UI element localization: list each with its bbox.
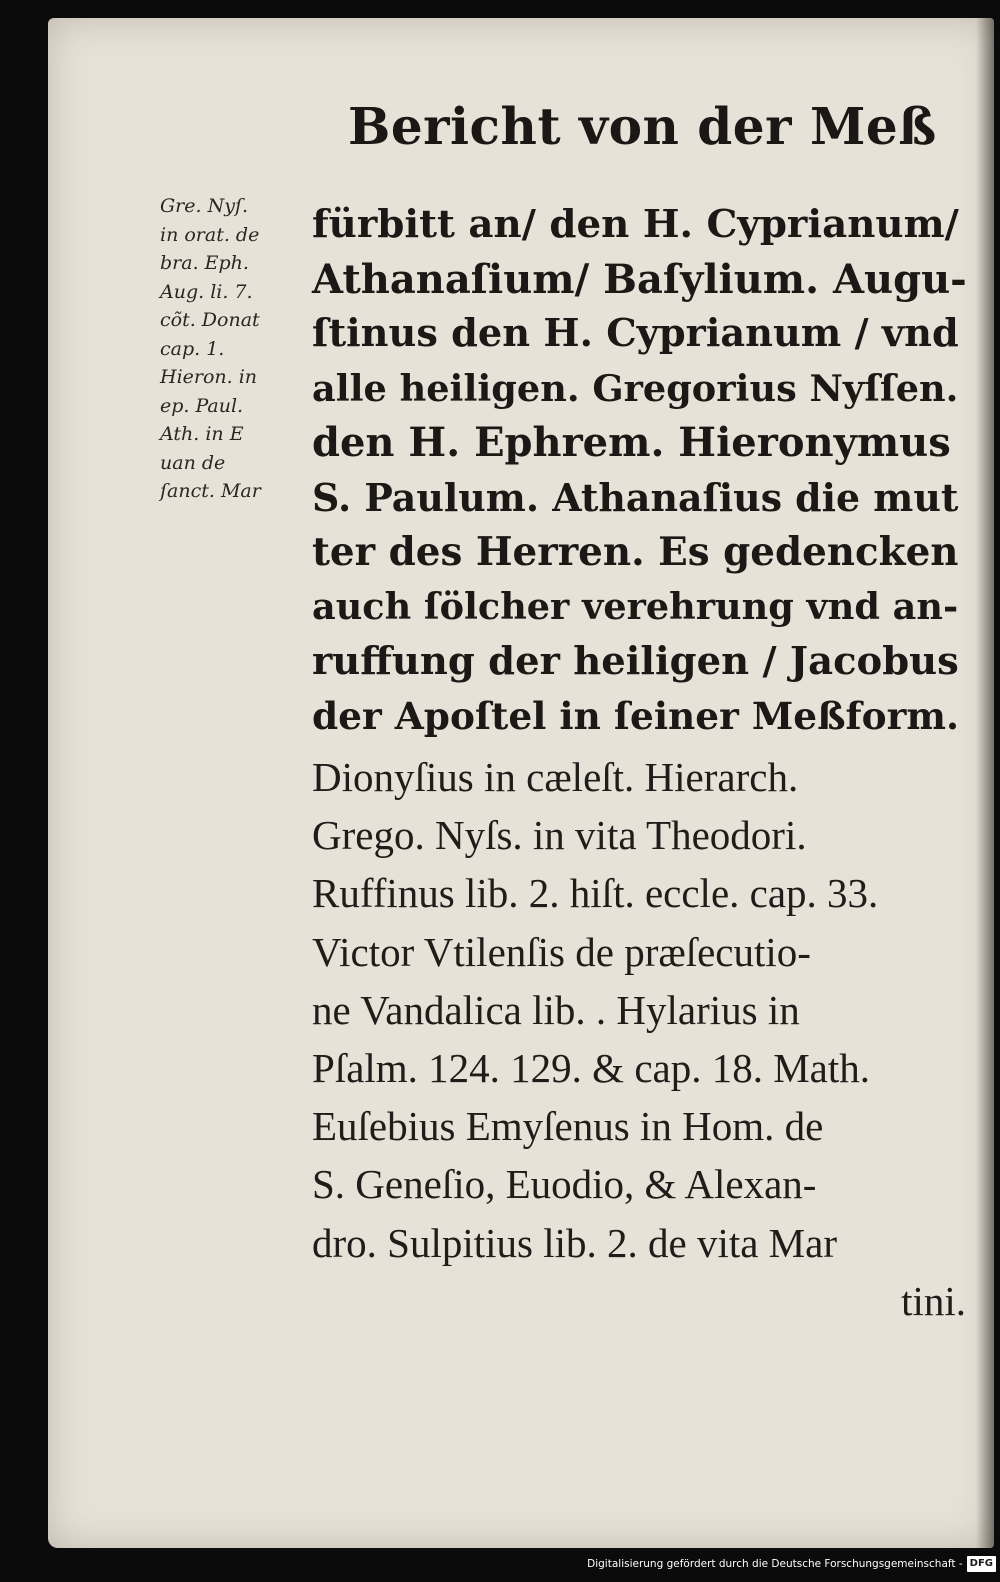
dfg-logo-icon: DFG [967,1556,996,1572]
latin-citations-block [312,748,972,1330]
marginal-note: ſanct. Mar [160,480,261,502]
marginal-note: Aug. li. 7. [160,280,253,303]
text-line: Athanaſium/ Baſylium. Augu- [312,255,967,303]
text-line: auch ſölcher verehrung vnd an- [312,585,959,629]
citation-line: Euſebius Emyſenus in Hom. de [312,1103,824,1150]
marginal-note: Ath. in E [160,423,244,445]
marginal-note: cõt. Donat [160,309,260,331]
citation-line: Grego. Nyſs. in vita Theodori. [312,812,807,859]
marginal-note: uan de [160,451,226,474]
citation-line: ne Vandalica lib. . Hylarius in [312,986,800,1033]
text-line: S. Paulum. Athanaſius die mut [312,474,959,520]
marginal-note: Gre. Nyſ. [160,195,249,217]
marginal-note: in orat. de [160,223,260,246]
citation-line: Ruffinus lib. 2. hiſt. eccle. cap. 33. [312,870,879,917]
marginal-note: ep. Paul. [160,394,244,417]
text-line: der Apoſtel in ſeiner Meßform. [312,694,959,739]
running-head: Bericht von der Meß [348,97,937,156]
marginal-note: Hieron. in [160,366,258,388]
digitization-credit [587,1553,996,1575]
marginal-note: cap. 1. [160,337,225,360]
text-line: ruffung der heiligen / Jacobus [312,638,959,684]
text-line: ter des Herren. Es gedencken [312,529,959,575]
citation-line: Dionyſius in cæleſt. Hierarch. [312,754,799,800]
marginal-notes [160,192,300,506]
citation-line: Victor Vtilenſis de præſecutio- [312,928,811,975]
credit-text: Digitalisierung gefördert durch die Deutsche Forschungsgemeinschaft - [587,1558,963,1570]
citation-line: Pſalm. 124. 129. & cap. 18. Math. [312,1044,871,1091]
text-line: alle heiligen. Gregorius Nyſſen. [312,366,959,410]
text-line: den H. Ephrem. Hieronymus [312,419,951,467]
text-line: ſtinus den H. Cyprianum / vnd [312,311,959,357]
marginal-note: bra. Eph. [160,252,249,274]
text-line: fürbitt an/ den H. Cyprianum/ [312,202,959,247]
citation-line: tini. [901,1277,966,1324]
blackletter-text-block [312,198,972,744]
citation-line: S. Geneſio, Euodio, & Alexan- [312,1161,817,1208]
citation-line: dro. Sulpitius lib. 2. de vita Mar [312,1219,837,1266]
